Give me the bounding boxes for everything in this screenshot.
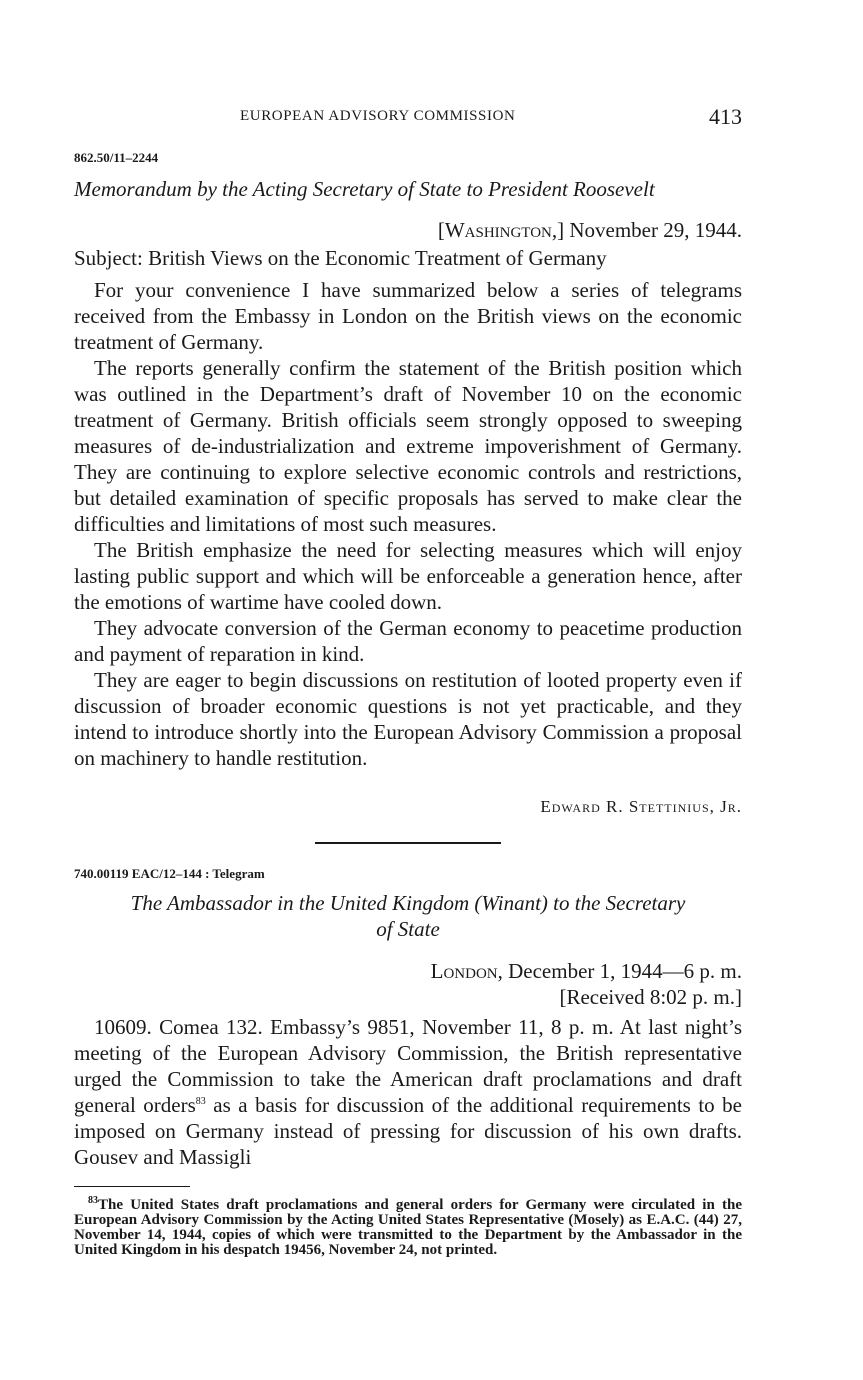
file-reference-2: 740.00119 EAC/12–144 : Telegram: [74, 866, 265, 881]
dateline-place: [Washington,]: [437, 218, 565, 242]
telegram-text-part-2: as a basis for discussion of the additional requirements to be imposed on Germany instead of pressing for discussion of his own drafts. Gousev and Massigli: [74, 1093, 742, 1169]
running-title: EUROPEAN ADVISORY COMMISSION: [240, 108, 516, 124]
running-head: [74, 104, 742, 130]
telegram-paragraph: [74, 1014, 742, 1170]
dateline-1: [74, 217, 742, 243]
document-title-2: [74, 890, 742, 942]
dateline-2: [74, 958, 742, 984]
footnote-number: 83: [88, 1195, 98, 1206]
title-line-2: of State: [376, 917, 440, 941]
memo-paragraph: For your convenience I have summarized below a series of telegrams received from the Embassy in London on the British views on the economic treatment of Germany.: [74, 278, 742, 354]
memo-paragraph: The British emphasize the need for selecting measures which will enjoy lasting public support and which will be enforceable a generation hence, after the emotions of wartime have cooled down.: [74, 538, 742, 614]
footnote-reference: 83: [195, 1096, 206, 1107]
memo-paragraph: The reports generally confirm the statement of the British position which was outlined in the Department’s draft of November 10 on the economic treatment of Germany. British officials seem strongly opposed to sweeping measures of de-industrialization and extreme impoverishment of Germany. They are continuing to explore selective economic controls and restrictions, but detailed examination of specific proposals has served to make clear the difficulties and limitations of most such measures.: [74, 356, 742, 536]
dateline-date: December 1, 1944—6 p. m.: [508, 959, 742, 983]
file-reference-1: 862.50/11–2244: [74, 150, 159, 165]
title-line-1: The Ambassador in the United Kingdom (Winant) to the Secretary: [130, 891, 686, 915]
received-line: [Received 8:02 p. m.]: [559, 985, 742, 1009]
section-divider: [315, 842, 501, 844]
subject-line: Subject: British Views on the Economic Treatment of Germany: [74, 246, 607, 270]
footnote: [74, 1195, 742, 1258]
telegram-text-part-1: 10609. Comea 132. Embassy’s 9851, November 11, 8 p. m. At last night’s meeting of the European Advisory Commission, the British representative urged the Commission to take the American draft proclamations and draft general orders: [74, 1015, 742, 1117]
footnote-divider: [74, 1186, 190, 1187]
document-title-1: Memorandum by the Acting Secretary of State to President Roosevelt: [74, 177, 655, 201]
footnote-text: The United States draft proclamations and general orders for Germany were circulated in the European Advisory Commission by the Acting United States Representative (Mosely) as E.A.C. (44) 27, November 14, 1944, copies of which were transmitted to the Department by the Ambassador in the United Kingdom in his despatch 19456, November 24, not printed.: [74, 1197, 742, 1258]
memo-paragraph: They advocate conversion of the German economy to peacetime production and payment of reparation in kind.: [74, 616, 742, 666]
page-number: 413: [709, 104, 742, 129]
dateline-date: November 29, 1944.: [569, 218, 742, 242]
memo-paragraph: They are eager to begin discussions on restitution of looted property even if discussion of broader economic questions is not yet practicable, and they intend to introduce shortly into the European Advisory Commission a proposal on machinery to handle restitution.: [74, 668, 742, 770]
footnote-paragraph: [74, 1195, 742, 1258]
dateline-place: London,: [430, 959, 503, 983]
telegram-body: [74, 1014, 742, 1170]
signature: Edward R. Stettinius, Jr.: [540, 797, 742, 816]
memo-body: [74, 245, 742, 771]
